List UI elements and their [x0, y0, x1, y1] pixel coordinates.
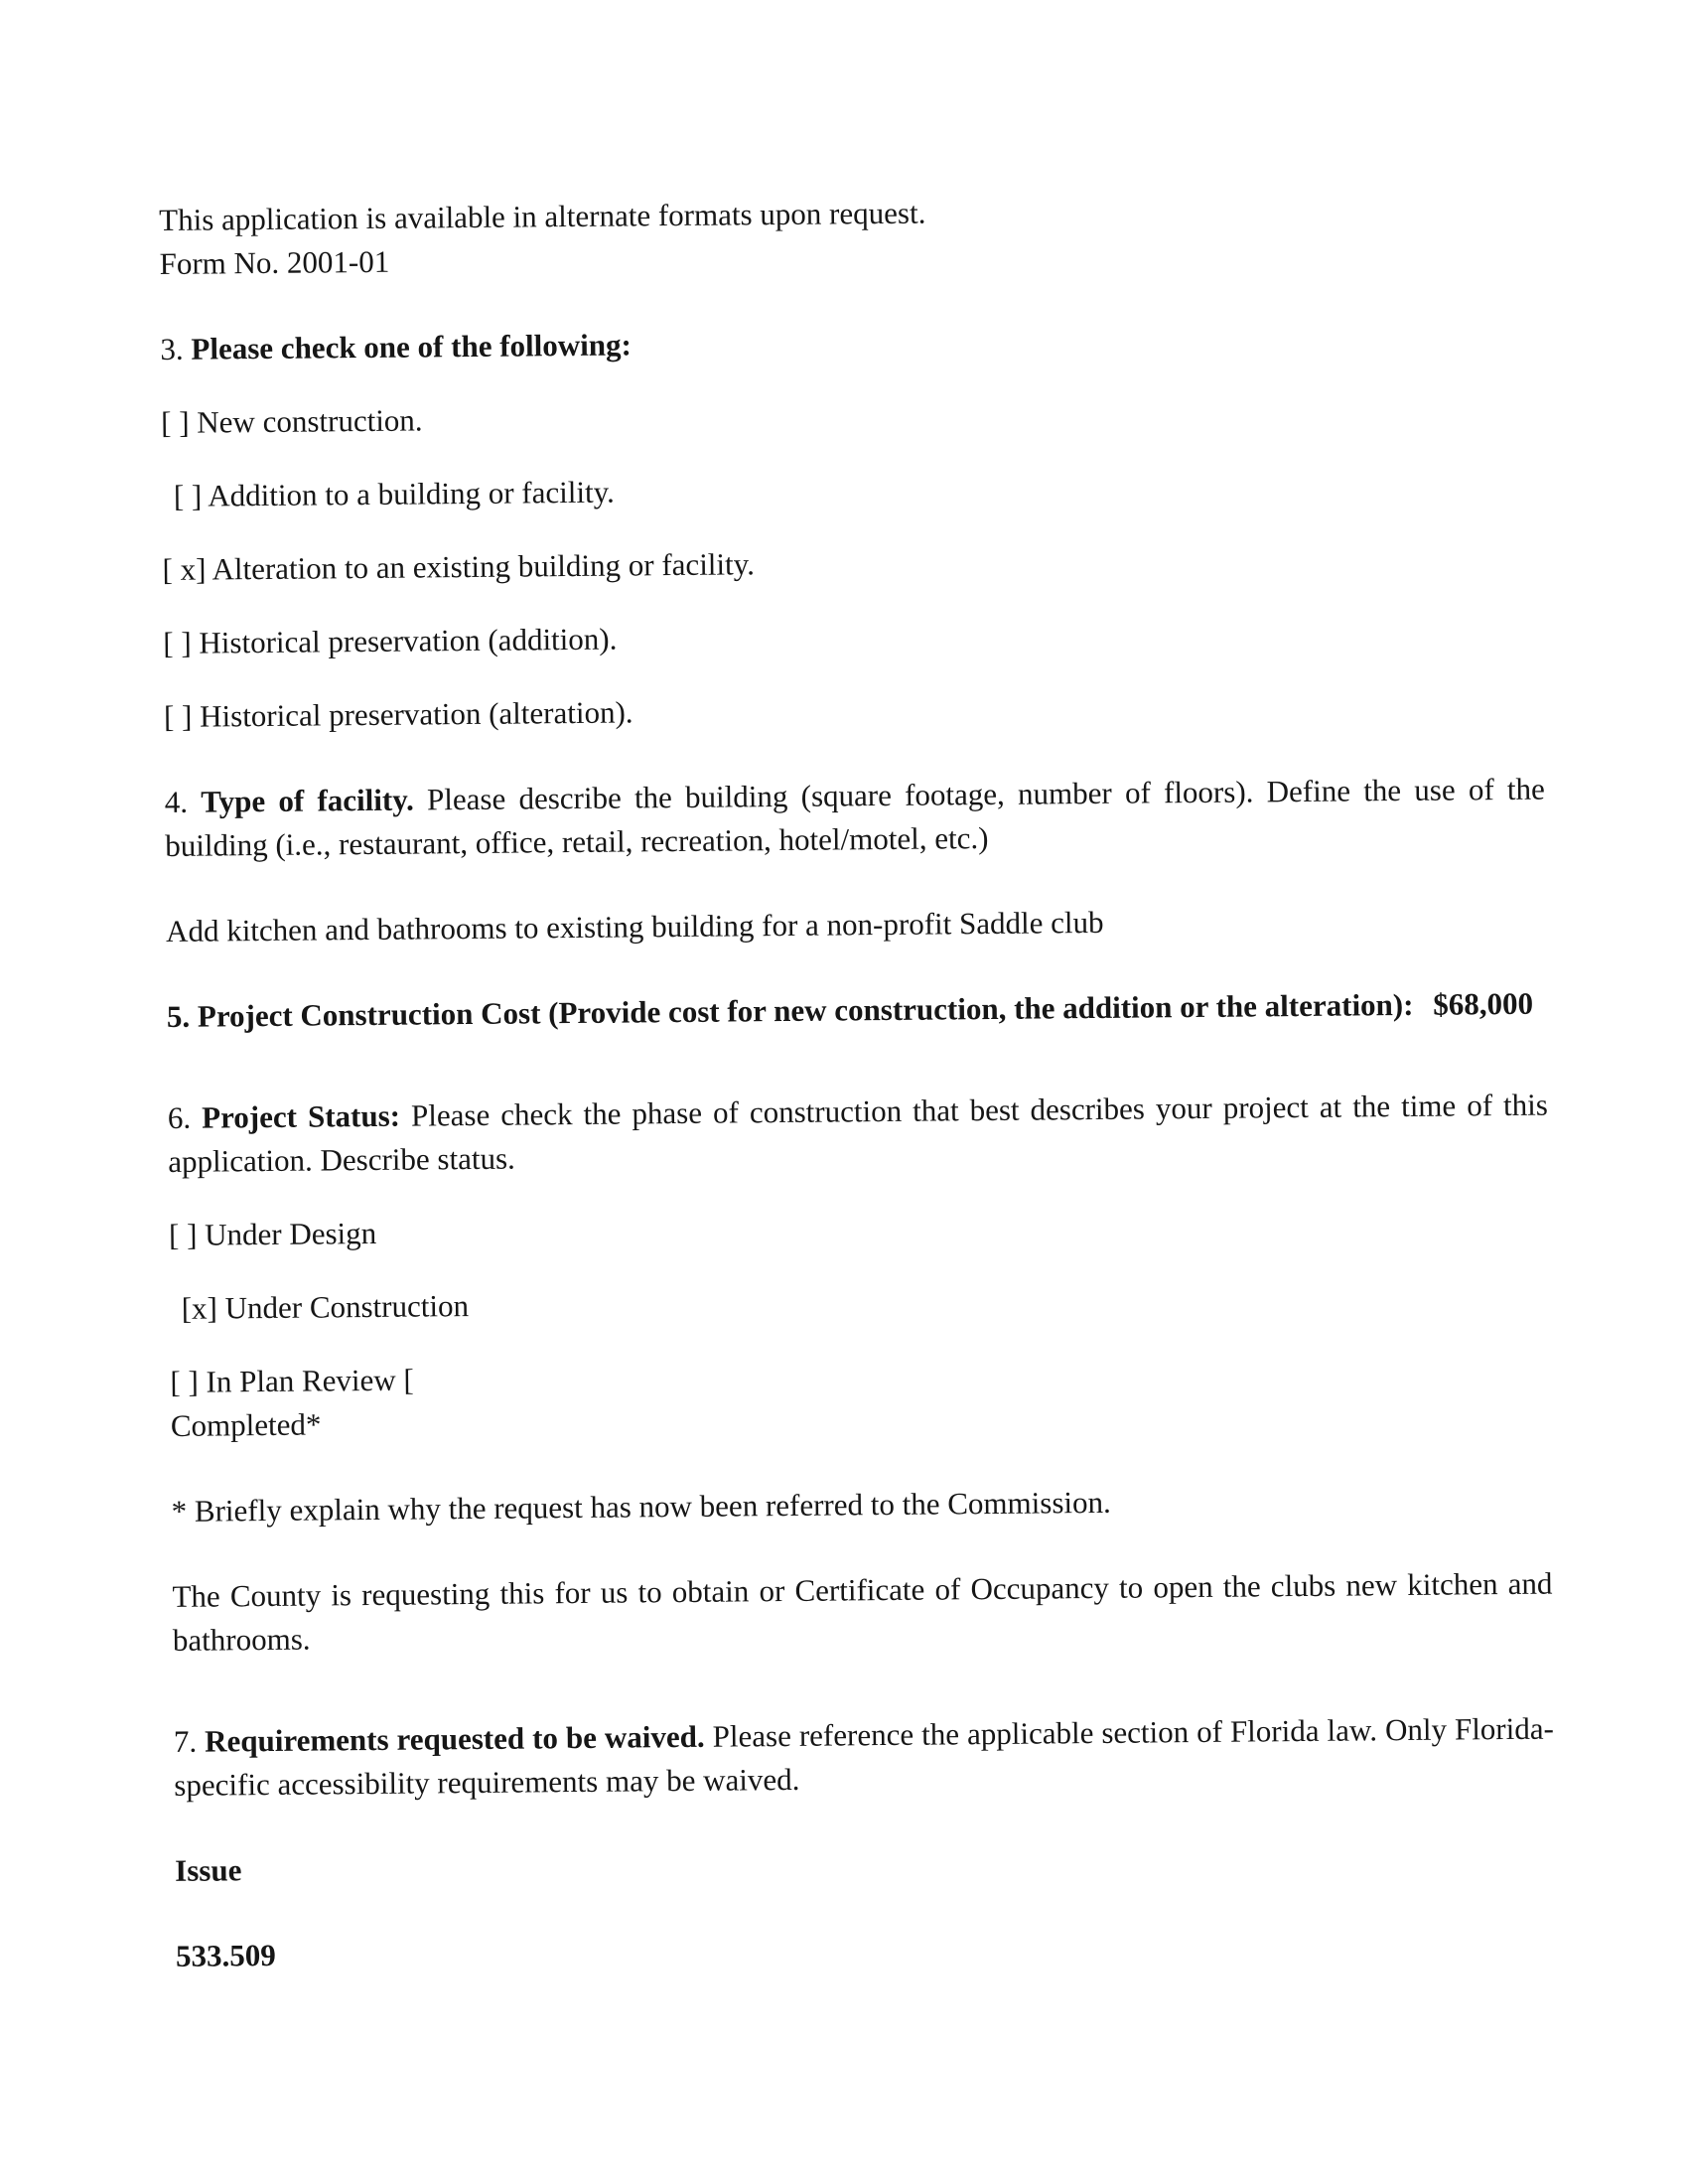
q5-title: Project Construction Cost (Provide cost for new construction, the addition or the alteration): [197, 987, 1414, 1034]
q7-text: Please reference the applicable section of Florida law. Only Florida-specific accessibility requirements may be waived. [174, 1710, 1555, 1804]
checkbox-option-historical-addition: [ ] Historical preservation (addition). [163, 621, 618, 661]
referral-note-answer: The County is requesting this for us to obtain or Certificate of Occupancy to open the clubs new kitchen and bathrooms. [172, 1565, 1553, 1659]
form-content [159, 186, 1556, 1979]
checkbox-option-in-plan-review [170, 1348, 1551, 1448]
checkbox-option-addition: [ ] Addition to a building or facility. [173, 474, 616, 513]
q6-number: 6. [167, 1099, 192, 1136]
q3-number: 3. [160, 331, 184, 367]
issue-label: Issue [174, 1852, 242, 1889]
issue-value: 533.509 [175, 1938, 276, 1974]
q3-heading [160, 315, 1540, 371]
q5-amount: $68,000 [1433, 985, 1534, 1022]
q4-title: Type of facility. [201, 782, 414, 819]
q7-title: Requirements requested to be waived. [204, 1719, 705, 1759]
q4-text: Please describe the building (square footage, number of floors). Define the use of the building (i.e., restaurant, office, retail, recreation, hotel/motel, etc.) [165, 771, 1545, 864]
q4-number: 4. [164, 784, 189, 820]
checkbox-option-under-construction: [x] Under Construction [181, 1288, 470, 1327]
q6-title: Project Status: [201, 1097, 401, 1135]
q7-number: 7. [173, 1724, 198, 1760]
referral-note: * Briefly explain why the request has now been referred to the Commission. [171, 1485, 1111, 1529]
q6-heading [168, 1084, 1549, 1184]
checkbox-option-alteration: [ x] Alteration to an existing building or facility. [162, 546, 756, 588]
form-number: Form No. 2001-01 [159, 243, 390, 282]
q5-number: 5. [166, 998, 191, 1035]
alternate-formats-notice: This application is available in alternate formats upon request. [159, 195, 926, 237]
q3-title: Please check one of the following: [191, 327, 633, 366]
checkbox-option-under-design: [ ] Under Design [168, 1216, 377, 1253]
q5-heading [167, 982, 1547, 1039]
in-plan-review-line: [ ] In Plan Review [ [170, 1362, 414, 1400]
q4-answer: Add kitchen and bathrooms to existing building for a non-profit Saddle club [165, 905, 1104, 949]
completed-line: Completed* [170, 1406, 322, 1444]
q4-heading [165, 768, 1546, 868]
checkbox-option-new-construction: [ ] New construction. [160, 402, 423, 441]
q6-text: Please check the phase of construction that best describes your project at the time of this application. Describe status. [168, 1087, 1549, 1180]
checkbox-option-historical-alteration: [ ] Historical preservation (alteration). [163, 694, 633, 735]
q7-heading [174, 1707, 1555, 1808]
